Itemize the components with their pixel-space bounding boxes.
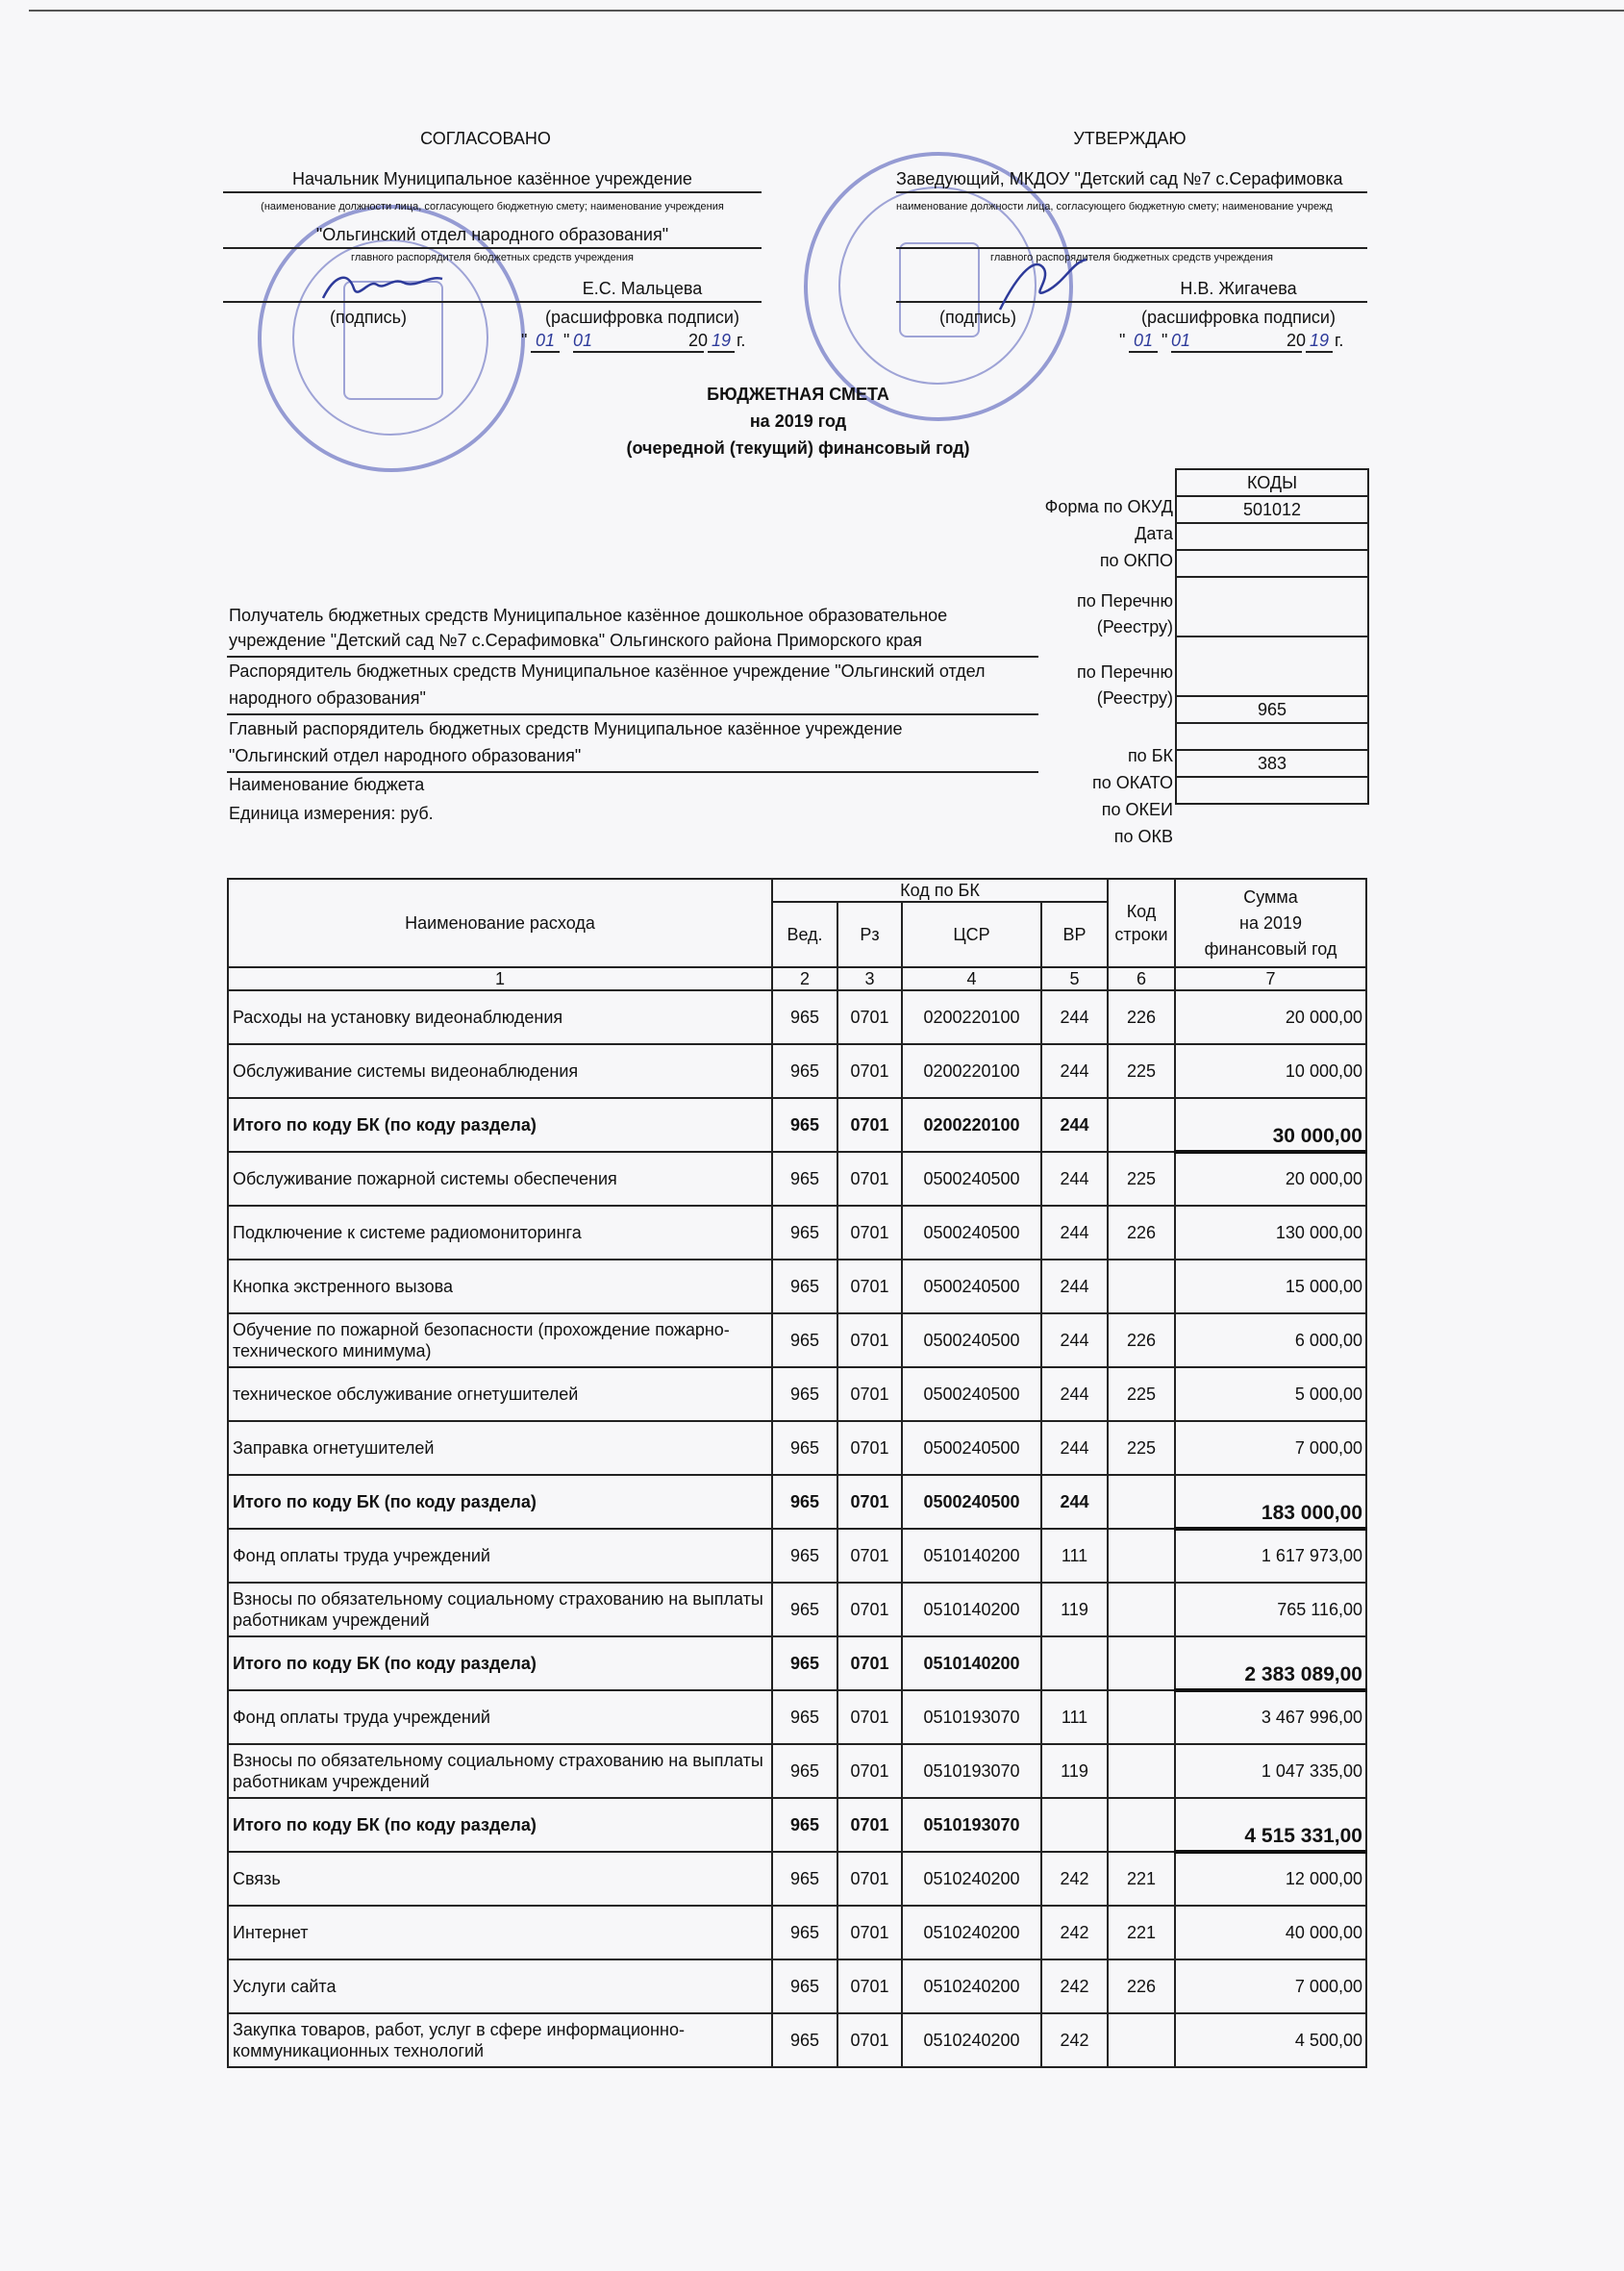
header-name: Наименование расхода [228,879,772,967]
cell-name: Расходы на установку видеонаблюдения [228,990,772,1044]
cell-vr: 244 [1041,1313,1108,1367]
cell-name: Обслуживание пожарной системы обеспечения [228,1152,772,1206]
document-subtitle: (очередной (текущий) финансовый год) [626,438,970,458]
codes-table [1175,468,1369,805]
cell-ved: 965 [772,1798,837,1852]
right-heading: УТВЕРЖДАЮ [1073,129,1187,148]
right-position: Заведующий, МКДОУ "Детский сад №7 с.Серафимовка [896,169,1343,188]
right-sign-line [896,301,1367,303]
cell-csr: 0500240500 [902,1260,1041,1313]
cell-rz: 0701 [837,990,902,1044]
cell-kod [1108,1583,1175,1636]
cell-csr: 0510193070 [902,1798,1041,1852]
cell-sum: 30 000,00 [1175,1098,1366,1152]
cell-csr: 0500240500 [902,1475,1041,1529]
cell-kod: 225 [1108,1152,1175,1206]
table-row [228,1744,1366,1798]
cell-sum: 1 617 973,00 [1175,1529,1366,1583]
code-okei: 383 [1176,750,1368,777]
cell-name: Итого по коду БК (по коду раздела) [228,1636,772,1690]
cell-csr: 0510193070 [902,1690,1041,1744]
budget-rows [228,990,1366,2067]
table-row [228,1367,1366,1421]
right-org-hint: главного распорядителя бюджетных средств учреждения [990,252,1273,263]
cell-vr: 111 [1041,1529,1108,1583]
cell-name: Услуги сайта [228,1959,772,2013]
table-row [228,1852,1366,1906]
cell-rz: 0701 [837,1044,902,1098]
right-sign-label: (подпись) [938,308,1017,327]
cell-kod: 225 [1108,1367,1175,1421]
table-row [228,1529,1366,1583]
cell-ved: 965 [772,1744,837,1798]
table-row [228,1690,1366,1744]
cell-sum: 7 000,00 [1175,1959,1366,2013]
cell-csr: 0500240500 [902,1367,1041,1421]
cell-kod: 226 [1108,1313,1175,1367]
right-position-line [896,191,1367,193]
cell-vr: 244 [1041,1098,1108,1152]
cell-sum: 183 000,00 [1175,1475,1366,1529]
cell-rz: 0701 [837,1367,902,1421]
right-signer: Н.В. Жигачева [1180,279,1297,298]
cell-csr: 0500240500 [902,1421,1041,1475]
cell-kod [1108,1636,1175,1690]
cell-sum: 4 500,00 [1175,2013,1366,2067]
cell-name: Итого по коду БК (по коду раздела) [228,1098,772,1152]
right-decode-label: (расшифровка подписи) [1141,308,1336,327]
budget-table [227,878,1367,2068]
code-okpo [1176,550,1368,577]
cell-rz: 0701 [837,1206,902,1260]
cell-vr: 242 [1041,1852,1108,1906]
cell-rz: 0701 [837,1475,902,1529]
cell-sum: 765 116,00 [1175,1583,1366,1636]
cell-kod [1108,1798,1175,1852]
code-okud: 501012 [1176,496,1368,523]
code-date [1176,523,1368,550]
cell-ved: 965 [772,1206,837,1260]
cell-kod [1108,1098,1175,1152]
cell-kod: 226 [1108,1959,1175,2013]
left-decode-label: (расшифровка подписи) [545,308,739,327]
table-row [228,1313,1366,1367]
header-rz: Рз [837,902,902,967]
cell-kod: 221 [1108,1852,1175,1906]
cell-ved: 965 [772,1098,837,1152]
header-bk-group: Код по БК [772,879,1108,902]
cell-csr: 0510240200 [902,1959,1041,2013]
right-position-hint: наименование должности лица, согласующего бюджетную смету; наименование учрежд [896,201,1333,212]
cell-csr: 0510240200 [902,1852,1041,1906]
code-label-okpo: по ОКПО [1099,551,1173,570]
code-okv [1176,777,1368,804]
cell-ved: 965 [772,1313,837,1367]
code-label-okato: по ОКАТО [1091,773,1173,792]
header-sum: Сумма на 2019 финансовый год [1175,879,1366,967]
cell-name: Взносы по обязательному социальному страхованию на выплаты работникам учреждений [228,1744,772,1798]
cell-rz: 0701 [837,1583,902,1636]
cell-vr: 244 [1041,1044,1108,1098]
recipient-line-1: Получатель бюджетных средств Муниципальное казённое дошкольное образовательное [229,606,948,625]
cell-ved: 965 [772,1044,837,1098]
cell-name: Кнопка экстренного вызова [228,1260,772,1313]
cell-csr: 0500240500 [902,1152,1041,1206]
cell-vr: 242 [1041,1959,1108,2013]
cell-vr: 242 [1041,2013,1108,2067]
cell-name: Итого по коду БК (по коду раздела) [228,1475,772,1529]
chief-underline [227,771,1038,773]
unit-of-measure: Единица измерения: руб. [229,804,434,823]
cell-vr: 119 [1041,1583,1108,1636]
left-signature-icon [315,267,450,308]
cell-vr: 242 [1041,1906,1108,1959]
left-org: "Ольгинский отдел народного образования" [315,225,669,244]
table-row [228,1044,1366,1098]
cell-sum: 12 000,00 [1175,1852,1366,1906]
cell-rz: 0701 [837,1636,902,1690]
left-org-hint: главного распорядителя бюджетных средств учреждения [351,252,634,263]
cell-name: Подключение к системе радиомониторинга [228,1206,772,1260]
cell-rz: 0701 [837,1313,902,1367]
cell-sum: 40 000,00 [1175,1906,1366,1959]
col-number-2: 2 [772,967,837,990]
cell-rz: 0701 [837,1529,902,1583]
manager-line-2: народного образования" [229,688,426,708]
table-row [228,990,1366,1044]
cell-sum: 10 000,00 [1175,1044,1366,1098]
cell-name: Обслуживание системы видеонаблюдения [228,1044,772,1098]
cell-csr: 0510193070 [902,1744,1041,1798]
left-position-line [223,191,762,193]
cell-csr: 0200220100 [902,1044,1041,1098]
manager-line-1: Распорядитель бюджетных средств Муниципальное казённое учреждение "Ольгинский отдел [229,661,986,681]
cell-csr: 0500240500 [902,1206,1041,1260]
cell-csr: 0500240500 [902,1313,1041,1367]
header-csr: ЦСР [902,902,1041,967]
cell-sum: 1 047 335,00 [1175,1744,1366,1798]
cell-ved: 965 [772,2013,837,2067]
code-okato [1176,723,1368,750]
table-row [228,2013,1366,2067]
cell-ved: 965 [772,1529,837,1583]
total-row [228,1798,1366,1852]
total-row [228,1636,1366,1690]
document-year: на 2019 год [749,412,847,431]
cell-kod: 225 [1108,1421,1175,1475]
cell-rz: 0701 [837,1421,902,1475]
total-row [228,1475,1366,1529]
scan-edge [29,10,1624,12]
cell-ved: 965 [772,1475,837,1529]
cell-rz: 0701 [837,1744,902,1798]
col-number-5: 5 [1041,967,1108,990]
chief-line-1: Главный распорядитель бюджетных средств Муниципальное казённое учреждение [229,719,903,738]
cell-kod [1108,1475,1175,1529]
cell-kod: 226 [1108,990,1175,1044]
col-number-1: 1 [228,967,772,990]
cell-ved: 965 [772,1959,837,2013]
cell-vr: 244 [1041,1367,1108,1421]
cell-vr: 119 [1041,1744,1108,1798]
code-label-okud: Форма по ОКУД [1044,497,1173,516]
cell-ved: 965 [772,1906,837,1959]
cell-ved: 965 [772,1852,837,1906]
codes-header: КОДЫ [1176,469,1368,496]
cell-csr: 0510140200 [902,1583,1041,1636]
cell-sum: 5 000,00 [1175,1367,1366,1421]
cell-csr: 0510140200 [902,1636,1041,1690]
cell-rz: 0701 [837,1852,902,1906]
table-row [228,1152,1366,1206]
manager-underline [227,713,1038,715]
code-label-date: Дата [1135,524,1173,543]
cell-kod: 226 [1108,1206,1175,1260]
document-title: БЮДЖЕТНАЯ СМЕТА [707,385,889,404]
left-position-hint: (наименование должности лица, согласующего бюджетную смету; наименование учреждения [261,201,724,212]
code-label-reestr2: по Перечню (Реестру) [1077,662,1173,708]
cell-ved: 965 [772,1636,837,1690]
code-label-reestr1: по Перечню (Реестру) [1077,591,1173,636]
cell-sum: 3 467 996,00 [1175,1690,1366,1744]
cell-vr: 244 [1041,1206,1108,1260]
cell-csr: 0510140200 [902,1529,1041,1583]
code-label-okv: по ОКВ [1113,827,1173,846]
code-label-okei: по ОКЕИ [1101,800,1173,819]
code-reestr1 [1176,577,1368,636]
cell-sum: 6 000,00 [1175,1313,1366,1367]
cell-name: Связь [228,1852,772,1906]
cell-rz: 0701 [837,2013,902,2067]
cell-name: Закупка товаров, работ, услуг в сфере информационно-коммуникационных технологий [228,2013,772,2067]
col-number-3: 3 [837,967,902,990]
cell-name: Фонд оплаты труда учреждений [228,1529,772,1583]
header-ved: Вед. [772,902,837,967]
cell-name: Обучение по пожарной безопасности (прохождение пожарно-технического минимума) [228,1313,772,1367]
budget-name: Наименование бюджета [229,775,425,794]
cell-sum: 7 000,00 [1175,1421,1366,1475]
code-label-bk: по БК [1127,746,1173,765]
cell-ved: 965 [772,1690,837,1744]
cell-vr: 244 [1041,1475,1108,1529]
cell-name: техническое обслуживание огнетушителей [228,1367,772,1421]
left-sign-label: (подпись) [329,308,408,327]
cell-sum: 4 515 331,00 [1175,1798,1366,1852]
cell-kod [1108,1690,1175,1744]
code-bk: 965 [1176,696,1368,723]
header-code-row: Код строки [1108,879,1175,967]
cell-kod [1108,2013,1175,2067]
cell-kod: 225 [1108,1044,1175,1098]
cell-rz: 0701 [837,1260,902,1313]
col-number-6: 6 [1108,967,1175,990]
table-row [228,1583,1366,1636]
table-row [228,1906,1366,1959]
cell-ved: 965 [772,1367,837,1421]
cell-ved: 965 [772,1421,837,1475]
cell-sum: 130 000,00 [1175,1206,1366,1260]
cell-vr: 244 [1041,1152,1108,1206]
table-row [228,1959,1366,2013]
cell-vr: 244 [1041,1260,1108,1313]
cell-ved: 965 [772,1583,837,1636]
chief-line-2: "Ольгинский отдел народного образования" [229,746,582,765]
cell-rz: 0701 [837,1798,902,1852]
cell-ved: 965 [772,1152,837,1206]
table-row [228,1421,1366,1475]
total-row [228,1098,1366,1152]
cell-name: Интернет [228,1906,772,1959]
cell-name: Взносы по обязательному социальному страхованию на выплаты работникам учреждений [228,1583,772,1636]
cell-kod [1108,1260,1175,1313]
recipient-line-2: учреждение "Детский сад №7 с.Серафимовка" Ольгинского района Приморского края [229,631,922,650]
cell-vr: 111 [1041,1690,1108,1744]
cell-name: Итого по коду БК (по коду раздела) [228,1798,772,1852]
cell-rz: 0701 [837,1098,902,1152]
cell-name: Заправка огнетушителей [228,1421,772,1475]
left-heading: СОГЛАСОВАНО [420,129,551,148]
col-number-4: 4 [902,967,1041,990]
cell-ved: 965 [772,1260,837,1313]
cell-sum: 15 000,00 [1175,1260,1366,1313]
recipient-underline [227,656,1038,658]
cell-sum: 20 000,00 [1175,1152,1366,1206]
cell-rz: 0701 [837,1906,902,1959]
cell-rz: 0701 [837,1690,902,1744]
cell-name: Фонд оплаты труда учреждений [228,1690,772,1744]
cell-rz: 0701 [837,1959,902,2013]
code-reestr2 [1176,636,1368,696]
left-date: " 01 " 01 20 19 г. [517,331,762,354]
cell-sum: 20 000,00 [1175,990,1366,1044]
cell-csr: 0200220100 [902,990,1041,1044]
cell-vr [1041,1636,1108,1690]
header-vr: ВР [1041,902,1108,967]
cell-csr: 0510240200 [902,2013,1041,2067]
left-position: Начальник Муниципальное казённое учреждение [292,169,692,188]
cell-sum: 2 383 089,00 [1175,1636,1366,1690]
right-date: " 01 " 01 20 19 г. [1115,331,1360,354]
cell-csr: 0200220100 [902,1098,1041,1152]
left-signer: Е.С. Мальцева [582,279,703,298]
table-row [228,1206,1366,1260]
cell-kod: 221 [1108,1906,1175,1959]
cell-vr [1041,1798,1108,1852]
cell-kod [1108,1529,1175,1583]
right-org-line [896,247,1367,249]
cell-rz: 0701 [837,1152,902,1206]
left-sign-line [223,301,762,303]
col-number-7: 7 [1175,967,1366,990]
cell-vr: 244 [1041,1421,1108,1475]
table-row [228,1260,1366,1313]
cell-csr: 0510240200 [902,1906,1041,1959]
left-org-line [223,247,762,249]
cell-kod [1108,1744,1175,1798]
cell-ved: 965 [772,990,837,1044]
cell-vr: 244 [1041,990,1108,1044]
